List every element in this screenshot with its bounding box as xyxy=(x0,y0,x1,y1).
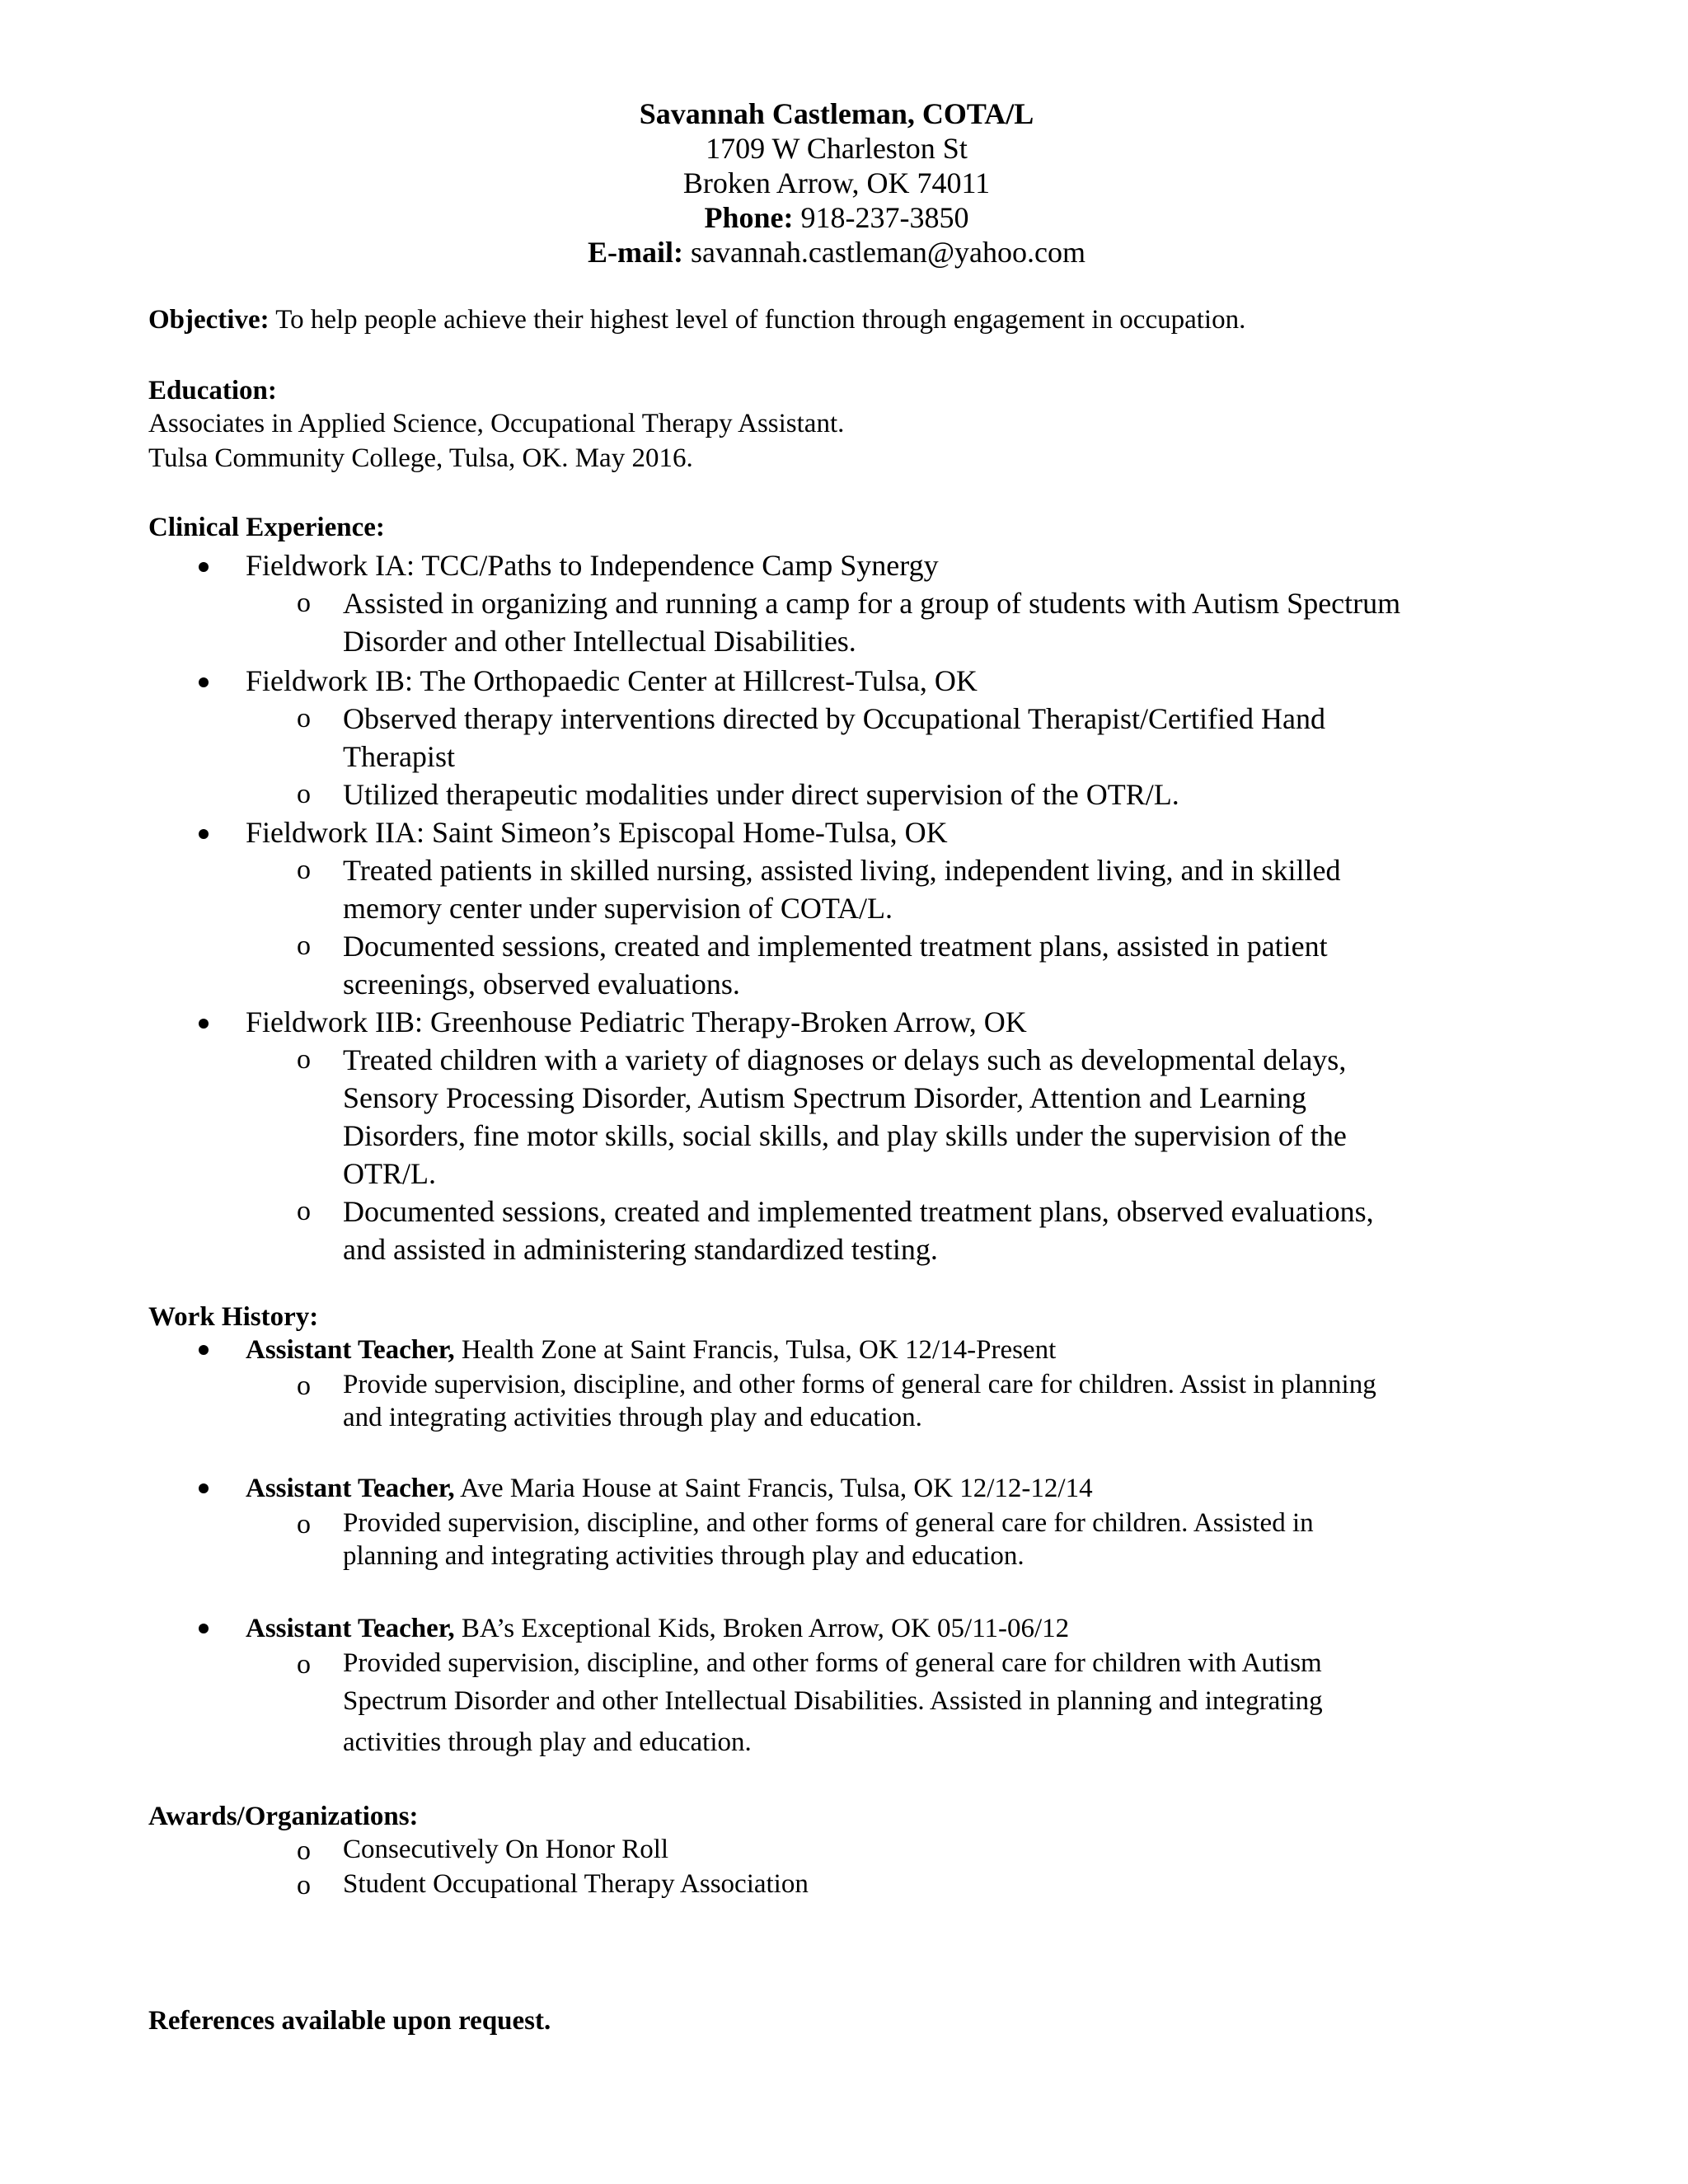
fieldwork-iia-detail-2: Documented sessions, created and implemented treatment plans, assisted in patient xyxy=(343,930,1328,963)
sub-bullet-icon: o xyxy=(297,1044,311,1075)
job-3-detail-cont: activities through play and education. xyxy=(343,1727,752,1757)
clinical-heading: Clinical Experience: xyxy=(148,513,385,542)
phone-line xyxy=(0,199,1673,236)
fieldwork-ia-detail-1-cont: Disorder and other Intellectual Disabilities. xyxy=(343,625,856,658)
job-3-title xyxy=(246,1612,1069,1645)
sub-bullet-icon: o xyxy=(297,1835,311,1866)
fieldwork-ia-title: Fieldwork IA: TCC/Paths to Independence Camp Synergy xyxy=(246,549,939,582)
sub-bullet-icon: o xyxy=(297,930,311,961)
objective-label: Objective: xyxy=(148,305,270,335)
objective-text: To help people achieve their highest level of function through engagement in occupation. xyxy=(275,305,1246,335)
job-2-detail-cont: planning and integrating activities through play and education. xyxy=(343,1541,1025,1571)
award-item-2: Student Occupational Therapy Association xyxy=(343,1869,809,1899)
phone-number: 918-237-3850 xyxy=(800,201,969,234)
education-heading: Education: xyxy=(148,376,277,405)
address-line-1: 1709 W Charleston St xyxy=(706,132,968,165)
job-3-role: Assistant Teacher, xyxy=(246,1614,455,1643)
job-1-title xyxy=(246,1333,1056,1366)
fieldwork-ib-detail-2: Utilized therapeutic modalities under direct supervision of the OTR/L. xyxy=(343,778,1179,811)
job-2-detail: Provided supervision, discipline, and other forms of general care for children. Assisted in xyxy=(343,1508,1314,1538)
bullet-icon xyxy=(199,1483,209,1493)
job-1-detail: Provide supervision, discipline, and other forms of general care for children. Assist in planning xyxy=(343,1370,1376,1399)
job-3-detail: Provided supervision, discipline, and other forms of general care for children with Autism xyxy=(343,1648,1322,1678)
fieldwork-iib-title: Fieldwork IIB: Greenhouse Pediatric Therapy-Broken Arrow, OK xyxy=(246,1005,1027,1038)
email-label: E-mail: xyxy=(588,236,683,269)
candidate-name: Savannah Castleman, COTA/L xyxy=(639,97,1034,130)
fieldwork-ib-detail-1-cont: Therapist xyxy=(343,740,455,773)
fieldwork-iib-detail-2: Documented sessions, created and implemented treatment plans, observed evaluations, xyxy=(343,1195,1374,1228)
work-history-heading: Work History: xyxy=(148,1302,319,1332)
objective-line xyxy=(148,303,1245,336)
bullet-icon xyxy=(199,562,209,572)
sub-bullet-icon: o xyxy=(297,1509,311,1540)
awards-heading: Awards/Organizations: xyxy=(148,1802,419,1831)
phone-label: Phone: xyxy=(704,201,794,234)
bullet-icon xyxy=(199,1345,209,1355)
job-1-role: Assistant Teacher, xyxy=(246,1335,455,1365)
award-item-1: Consecutively On Honor Roll xyxy=(343,1835,669,1864)
fieldwork-iib-detail-1-cont: Sensory Processing Disorder, Autism Spectrum Disorder, Attention and Learning xyxy=(343,1081,1306,1114)
job-1-detail-cont: and integrating activities through play and education. xyxy=(343,1403,922,1432)
fieldwork-iib-detail-2-cont: and assisted in administering standardized testing. xyxy=(343,1233,938,1266)
fieldwork-iib-detail-1: Treated children with a variety of diagnoses or delays such as developmental delays, xyxy=(343,1043,1347,1076)
sub-bullet-icon: o xyxy=(297,588,311,618)
fieldwork-ib-detail-1: Observed therapy interventions directed by Occupational Therapist/Certified Hand xyxy=(343,702,1325,735)
fieldwork-iia-detail-1-cont: memory center under supervision of COTA/L. xyxy=(343,892,893,925)
fieldwork-ia-detail-1: Assisted in organizing and running a camp for a group of students with Autism Spectrum xyxy=(343,587,1401,620)
fieldwork-iia-detail-2-cont: screenings, observed evaluations. xyxy=(343,968,740,1001)
sub-bullet-icon: o xyxy=(297,855,311,885)
fieldwork-iia-title: Fieldwork IIA: Saint Simeon’s Episcopal Home-Tulsa, OK xyxy=(246,816,948,849)
sub-bullet-icon: o xyxy=(297,1649,311,1680)
job-2-role: Assistant Teacher, xyxy=(246,1474,455,1503)
email-line xyxy=(0,234,1673,270)
fieldwork-iia-detail-1: Treated patients in skilled nursing, assisted living, independent living, and in skilled xyxy=(343,854,1341,887)
job-1-place: Health Zone at Saint Francis, Tulsa, OK 12/14-Present xyxy=(461,1335,1057,1365)
fieldwork-iib-detail-1-cont: Disorders, fine motor skills, social skills, and play skills under the supervision of the xyxy=(343,1119,1347,1152)
job-2-title xyxy=(246,1472,1093,1505)
fieldwork-ib-title: Fieldwork IB: The Orthopaedic Center at Hillcrest-Tulsa, OK xyxy=(246,664,978,697)
references-note: References available upon request. xyxy=(148,2006,551,2036)
bullet-icon xyxy=(199,829,209,839)
email-address: savannah.castleman@yahoo.com xyxy=(690,236,1085,269)
education-degree: Associates in Applied Science, Occupational Therapy Assistant. xyxy=(148,409,845,438)
address-line-2: Broken Arrow, OK 74011 xyxy=(682,166,991,199)
bullet-icon xyxy=(199,1624,209,1633)
sub-bullet-icon: o xyxy=(297,1870,311,1900)
sub-bullet-icon: o xyxy=(297,1371,311,1401)
sub-bullet-icon: o xyxy=(297,703,311,733)
bullet-icon xyxy=(199,677,209,687)
job-2-place: Ave Maria House at Saint Francis, Tulsa, OK 12/12-12/14 xyxy=(460,1474,1093,1503)
job-3-place: BA’s Exceptional Kids, Broken Arrow, OK 05/11-06/12 xyxy=(461,1614,1070,1643)
bullet-icon xyxy=(199,1019,209,1029)
fieldwork-iib-detail-1-cont: OTR/L. xyxy=(343,1157,436,1190)
education-school: Tulsa Community College, Tulsa, OK. May 2016. xyxy=(148,443,693,473)
sub-bullet-icon: o xyxy=(297,779,311,809)
job-3-detail-cont: Spectrum Disorder and other Intellectual Disabilities. Assisted in planning and integrating xyxy=(343,1686,1323,1716)
sub-bullet-icon: o xyxy=(297,1196,311,1226)
